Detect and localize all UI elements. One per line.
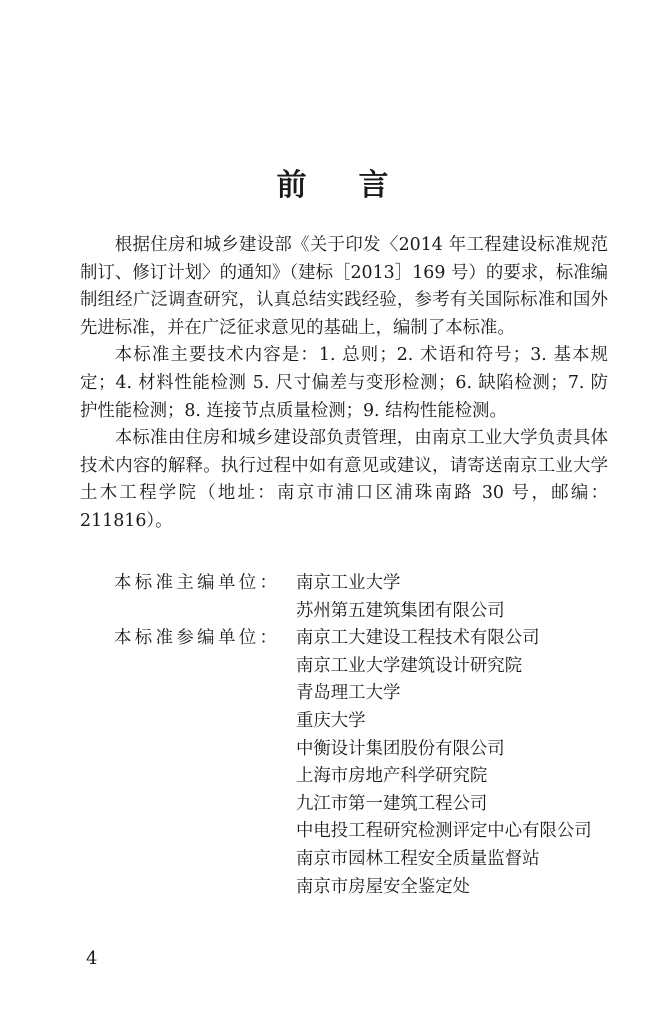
participating-units-list: [296, 625, 608, 901]
list-item: 南京市房屋安全鉴定处: [296, 876, 470, 897]
chief-units-label: 本标准主编单位：: [114, 573, 281, 593]
chief-units-list: [296, 570, 608, 625]
page-title: [0, 160, 665, 204]
list-item: 苏州第五建筑集团有限公司: [296, 600, 505, 621]
list-item: 南京工业大学建筑设计研究院: [296, 655, 523, 676]
list-item: 南京工大建设工程技术有限公司: [296, 628, 540, 649]
preface-body: [80, 232, 608, 536]
list-item: 南京市园林工程安全质量监督站: [296, 848, 540, 869]
units-section: [80, 570, 608, 901]
list-item: 重庆大学: [296, 710, 366, 731]
paragraph-management: 本标准由住房和城乡建设部负责管理，由南京工业大学负责具体技术内容的解释。执行过程中如有意见或建议，请寄送南京工业大学土木工程学院（地址：南京市浦口区浦珠南路 30 号，邮编：211816）。: [80, 428, 608, 531]
list-item: 九江市第一建筑工程公司: [296, 793, 488, 814]
list-item: 南京工业大学: [296, 573, 401, 593]
title-char-first: 前: [276, 168, 307, 203]
page-number: 4: [86, 948, 98, 969]
list-item: 中衡设计集团股份有限公司: [296, 738, 505, 759]
participating-units-label: 本标准参编单位：: [114, 628, 281, 649]
paragraph-mandate: 根据住房和城乡建设部《关于印发〈2014 年工程建设标准规范制订、修订计划〉的通知》（建标［2013］169 号）的要求，标准编制组经广泛调查研究，认真总结实践经验，参考有关国际标准和国外先进标准，并在广泛征求意见的基础上，编制了本标准。: [80, 235, 608, 338]
participating-units-block: [80, 625, 608, 901]
list-item: 青岛理工大学: [296, 683, 401, 704]
paragraph-contents: 本标准主要技术内容是：1. 总则；2. 术语和符号；3. 基本规定；4. 材料性能检测 5. 尺寸偏差与变形检测；6. 缺陷检测；7. 防护性能检测；8. 连接节点质量检测；9. 结构性能检测。: [80, 345, 608, 421]
chief-units-block: [80, 570, 608, 625]
list-item: 中电投工程研究检测评定中心有限公司: [296, 821, 592, 842]
list-item: 上海市房地产科学研究院: [296, 766, 488, 787]
title-char-second: 言: [358, 168, 389, 203]
